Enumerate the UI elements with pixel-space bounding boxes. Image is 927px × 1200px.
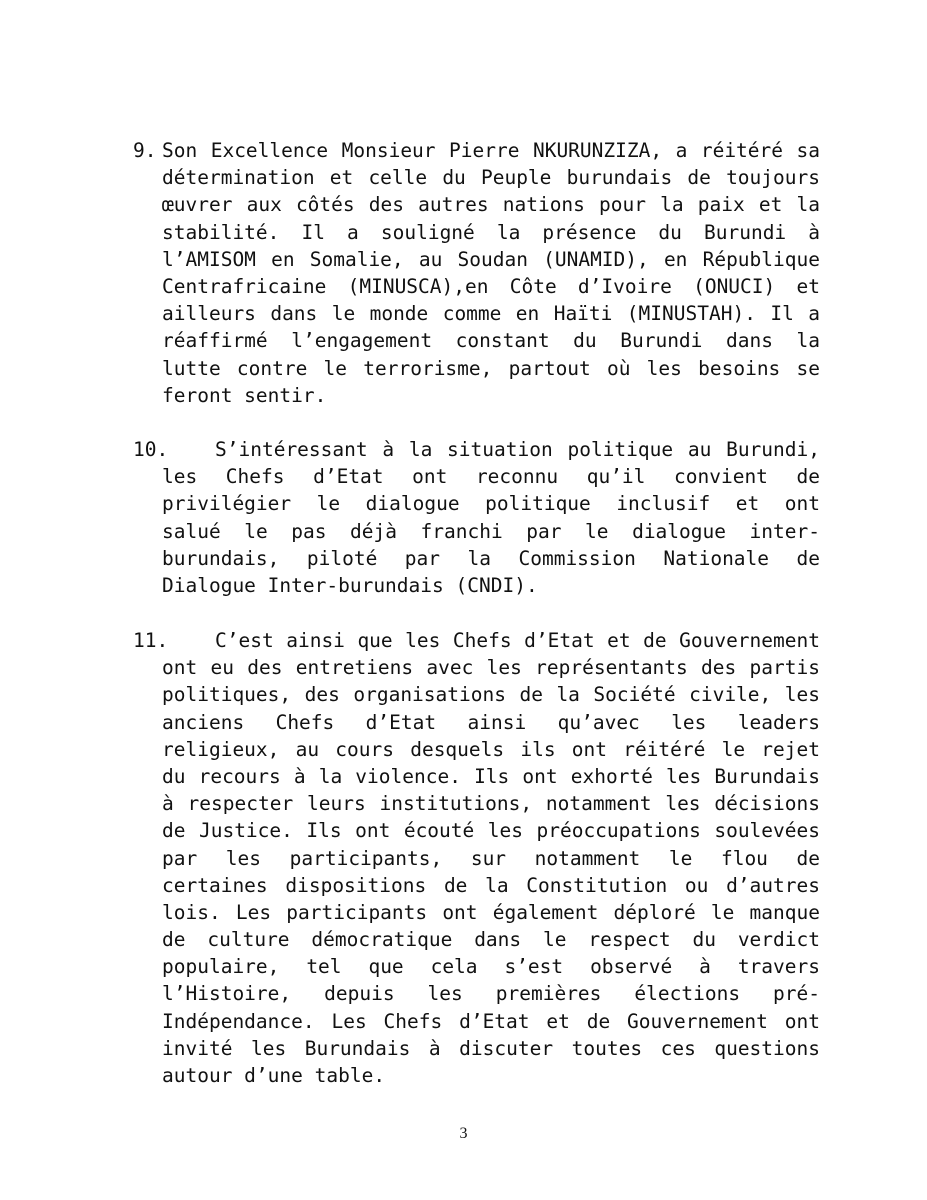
paragraph-9 — [133, 137, 820, 409]
text-line: de Justice. Ils ont écouté les préoccupations soulevées — [162, 819, 820, 843]
text-line: C’est ainsi que les Chefs d’Etat et de Gouvernement — [215, 629, 820, 652]
text-line: invité les Burundais à discuter toutes ces questions — [162, 1036, 820, 1060]
text-line: stabilité. Il a souligné la présence du Burundi à — [162, 220, 820, 244]
text-line: ailleurs dans le monde comme en Haïti (MINUSTAH). Il a — [162, 302, 820, 326]
text-line: par les participants, sur notamment le flou de — [162, 846, 820, 870]
text-line: religieux, au cours desquels ils ont réitéré le rejet — [162, 737, 820, 761]
text-line: S’intéressant à la situation politique au Burundi, — [215, 438, 820, 461]
paragraph-number: 11. — [133, 629, 169, 652]
paragraph-10 — [133, 436, 820, 599]
page-number: 3 — [459, 1125, 468, 1142]
text-line: populaire, tel que cela s’est observé à travers — [162, 955, 820, 979]
text-line: Centrafricaine (MINUSCA),en Côte d’Ivoire (ONUCI) et — [162, 274, 820, 298]
text-line: salué le pas déjà franchi par le dialogue inter- — [162, 519, 820, 543]
text-line: feront sentir. — [162, 383, 327, 407]
text-line: certaines dispositions de la Constitution ou d’autres — [162, 873, 820, 897]
paragraph-number: 10. — [133, 438, 169, 461]
text-line: ont eu des entretiens avec les représentants des partis — [162, 656, 820, 680]
text-line: Son Excellence Monsieur Pierre NKURUNZIZA, a réitéré sa — [162, 139, 820, 162]
text-line: autour d’une table. — [162, 1064, 386, 1087]
text-line: détermination et celle du Peuple burundais de toujours — [162, 166, 820, 190]
paragraph-11 — [133, 627, 820, 1089]
text-line: réaffirmé l’engagement constant du Burundi dans la — [162, 329, 820, 353]
text-line: anciens Chefs d’Etat ainsi qu’avec les leaders — [162, 710, 820, 734]
text-line: lutte contre le terrorisme, partout où les besoins se — [162, 356, 820, 380]
text-line: à respecter leurs institutions, notamment les décisions — [162, 792, 820, 816]
text-line: Dialogue Inter-burundais (CNDI). — [162, 573, 538, 597]
text-line: du recours à la violence. Ils ont exhorté les Burundais — [162, 764, 820, 788]
text-line: burundais, piloté par la Commission Nationale de — [162, 546, 820, 570]
text-line: Indépendance. Les Chefs d’Etat et de Gouvernement ont — [162, 1009, 820, 1033]
text-line: œuvrer aux côtés des autres nations pour la paix et la — [162, 193, 820, 217]
paragraph-number: 9. — [133, 139, 157, 162]
text-line: lois. Les participants ont également déploré le manque — [162, 900, 820, 924]
text-line: l’AMISOM en Somalie, au Soudan (UNAMID), en République — [162, 247, 820, 271]
text-line: les Chefs d’Etat ont reconnu qu’il convient de — [162, 465, 820, 489]
text-line: privilégier le dialogue politique inclusif et ont — [162, 492, 820, 516]
text-line: politiques, des organisations de la Société civile, les — [162, 683, 820, 707]
text-line: de culture démocratique dans le respect du verdict — [162, 928, 820, 952]
text-line: l’Histoire, depuis les premières élections pré- — [162, 982, 820, 1006]
